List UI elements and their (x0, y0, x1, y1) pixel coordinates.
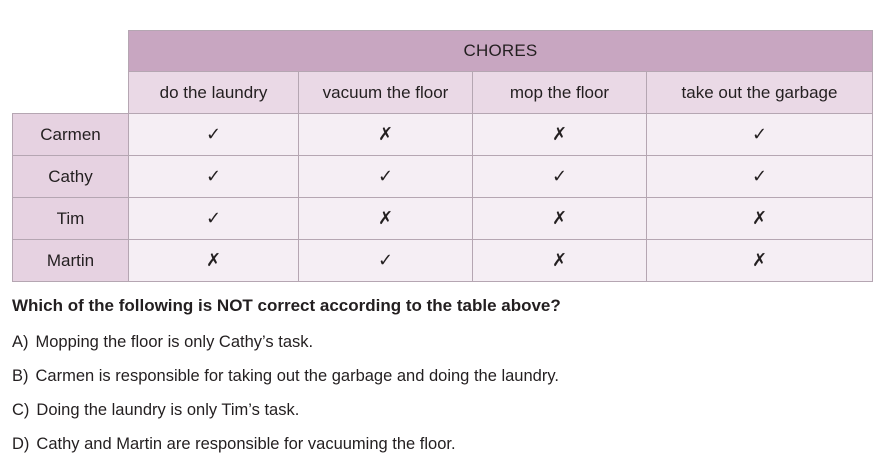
row-name: Cathy (13, 156, 129, 198)
option-text: Cathy and Martin are responsible for vacuuming the floor. (36, 435, 456, 453)
check-mark-icon: ✓ (129, 198, 299, 240)
cross-mark-icon: ✗ (299, 198, 473, 240)
option-letter: D) (12, 435, 30, 453)
check-mark-icon: ✓ (129, 114, 299, 156)
column-header-row (13, 72, 873, 114)
chores-table (12, 30, 873, 282)
check-mark-icon: ✓ (647, 156, 873, 198)
option-letter: B) (12, 367, 29, 385)
column-header-mop: mop the floor (473, 72, 647, 114)
check-mark-icon: ✓ (299, 240, 473, 282)
table-title-row (13, 31, 873, 72)
table-corner (13, 31, 129, 72)
option-letter: C) (12, 401, 30, 419)
column-header-vacuum: vacuum the floor (299, 72, 473, 114)
cross-mark-icon: ✗ (647, 240, 873, 282)
cross-mark-icon: ✗ (647, 198, 873, 240)
column-header-garbage: take out the garbage (647, 72, 873, 114)
option-text: Doing the laundry is only Tim’s task. (36, 401, 300, 419)
option-d[interactable] (12, 433, 559, 467)
cross-mark-icon: ✗ (473, 240, 647, 282)
row-name: Tim (13, 198, 129, 240)
option-text: Carmen is responsible for taking out the garbage and doing the laundry. (35, 367, 559, 385)
cross-mark-icon: ✗ (129, 240, 299, 282)
column-header-laundry: do the laundry (129, 72, 299, 114)
option-b[interactable] (12, 365, 559, 399)
check-mark-icon: ✓ (129, 156, 299, 198)
table-row-cathy (13, 156, 873, 198)
table-title: CHORES (129, 31, 873, 72)
check-mark-icon: ✓ (299, 156, 473, 198)
row-name: Martin (13, 240, 129, 282)
option-text: Mopping the floor is only Cathy’s task. (35, 333, 314, 351)
check-mark-icon: ✓ (473, 156, 647, 198)
table-corner (13, 72, 129, 114)
cross-mark-icon: ✗ (473, 198, 647, 240)
cross-mark-icon: ✗ (473, 114, 647, 156)
question-text: Which of the following is NOT correct according to the table above? (12, 296, 561, 315)
table-row-tim (13, 198, 873, 240)
table-row-carmen (13, 114, 873, 156)
option-c[interactable] (12, 399, 559, 433)
option-a[interactable] (12, 331, 559, 365)
check-mark-icon: ✓ (647, 114, 873, 156)
cross-mark-icon: ✗ (299, 114, 473, 156)
option-letter: A) (12, 333, 29, 351)
answer-options (12, 331, 559, 467)
table-row-martin (13, 240, 873, 282)
row-name: Carmen (13, 114, 129, 156)
